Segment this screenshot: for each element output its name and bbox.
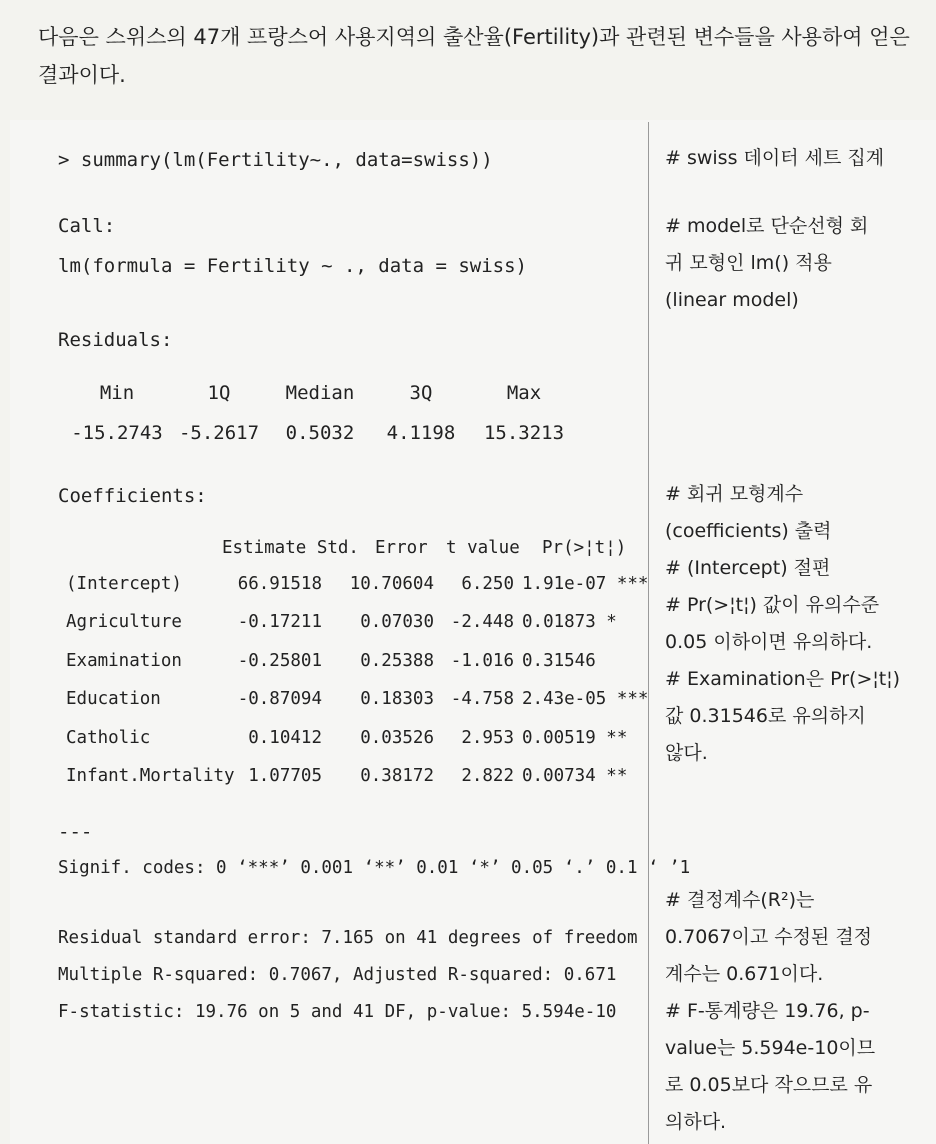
coef-tvalue: -4.758 [450,689,514,709]
comment-model [665,208,915,319]
coef-row-name: Catholic [66,728,151,748]
r-squared: Multiple R-squared: 0.7067, Adjusted R-squared: 0.671 [58,965,617,985]
comment-line: # Examination은 Pr(>¦t¦) [665,668,901,690]
comment-line: # model로 단순선형 회 [665,215,869,237]
residual-se: Residual standard error: 7.165 on 41 degrees of freedom [58,928,638,948]
coef-pvalue: 1.91e-07 *** [522,574,649,594]
call-label: Call: [58,215,116,237]
residual-value-cell: 0.5032 [285,422,355,444]
coef-pvalue: 0.01873 * [522,612,617,632]
summary-command: > summary(lm(Fertility~., data=swiss)) [58,149,493,171]
coef-estimate: -0.25801 [237,651,322,671]
coef-header-cell: Estimate Std. [222,538,359,558]
comment-summary [665,140,915,177]
comment-line: (linear model) [665,289,799,311]
coef-estimate: 66.91518 [237,574,322,594]
comment-line: # (Intercept) 절편 [665,557,831,579]
residual-value-cell: -15.2743 [71,422,163,444]
coef-stderr: 0.03526 [360,728,434,748]
coef-tvalue: 2.953 [461,728,514,748]
coef-row-name: Examination [66,651,182,671]
comment-line: # swiss 데이터 세트 집계 [665,147,885,169]
comment-line: 귀 모형인 lm() 적용 [665,252,832,274]
comment-line: 계수는 0.671이다. [665,963,824,985]
residual-value-cell: -5.2617 [178,422,260,444]
coef-pvalue: 2.43e-05 *** [522,689,649,709]
residual-header-cell: 3Q [409,382,433,404]
residual-header-cell: 1Q [207,382,231,404]
coef-estimate: 1.07705 [248,766,322,786]
coef-row-name: Agriculture [66,612,182,632]
coef-tvalue: 6.250 [461,574,514,594]
coef-stderr: 0.25388 [360,651,434,671]
coef-header-cell: Error [375,538,428,558]
coef-estimate: -0.87094 [237,689,322,709]
residual-value-cell: 4.1198 [386,422,456,444]
comment-line: # 결정계수(R²)는 [665,889,815,911]
coef-tvalue: 2.822 [461,766,514,786]
residual-header-cell: Max [506,382,542,404]
residual-value-cell: 15.3213 [483,422,565,444]
signif-codes: Signif. codes: 0 ‘***’ 0.001 ‘**’ 0.01 ‘*’ 0.05 ‘.’ 0.1 ‘ ’1 [58,858,691,878]
comment-line: # Pr(>¦t¦) 값이 유의수준 [665,594,880,616]
coef-header-cell: Pr(>¦t¦) [542,538,627,558]
comment-coefficients [665,476,915,772]
comment-line: (coefficients) 출력 [665,520,832,542]
coef-stderr: 10.70604 [349,574,434,594]
comment-line: 값 0.31546로 유의하지 [665,705,866,727]
call-formula: lm(formula = Fertility ~ ., data = swiss) [58,255,527,277]
coef-stderr: 0.18303 [360,689,434,709]
residual-header-cell: Median [285,382,355,404]
coef-estimate: 0.10412 [248,728,322,748]
coef-row-name: (Intercept) [66,574,182,594]
coef-tvalue: -1.016 [450,651,514,671]
comment-line: 로 0.05보다 작으므로 유 [665,1074,873,1096]
coef-row-name: Education [66,689,161,709]
comment-line: # 회귀 모형계수 [665,483,804,505]
coef-pvalue: 0.00734 ** [522,766,628,786]
coef-estimate: -0.17211 [237,612,322,632]
coef-header-cell: t value [446,538,520,558]
residual-header-cell: Min [99,382,135,404]
comment-line: 의하다. [665,1111,727,1133]
coef-pvalue: 0.00519 ** [522,728,628,748]
column-divider [648,122,649,1144]
comment-rsquared [665,882,915,1141]
coef-stderr: 0.38172 [360,766,434,786]
separator: --- [58,821,93,843]
residuals-label: Residuals: [58,329,173,351]
coef-stderr: 0.07030 [360,612,434,632]
coefficients-label: Coefficients: [58,485,207,507]
intro-text: 다음은 스위스의 47개 프랑스어 사용지역의 출산율(Fertility)과 관련된 변수들을 사용하여 얻은 결과이다. [38,25,910,87]
comment-line: 않다. [665,742,708,764]
coef-row-name: Infant.Mortality [66,766,235,786]
comment-line: value는 5.594e-10이므 [665,1037,876,1059]
f-statistic: F-statistic: 19.76 on 5 and 41 DF, p-value: 5.594e-10 [58,1002,617,1022]
comment-line: # F-통계량은 19.76, p- [665,1000,870,1022]
coef-tvalue: -2.448 [450,612,514,632]
coef-pvalue: 0.31546 [522,651,596,671]
comment-line: 0.7067이고 수정된 결정 [665,926,873,948]
comment-line: 0.05 이하이면 유의하다. [665,631,873,653]
